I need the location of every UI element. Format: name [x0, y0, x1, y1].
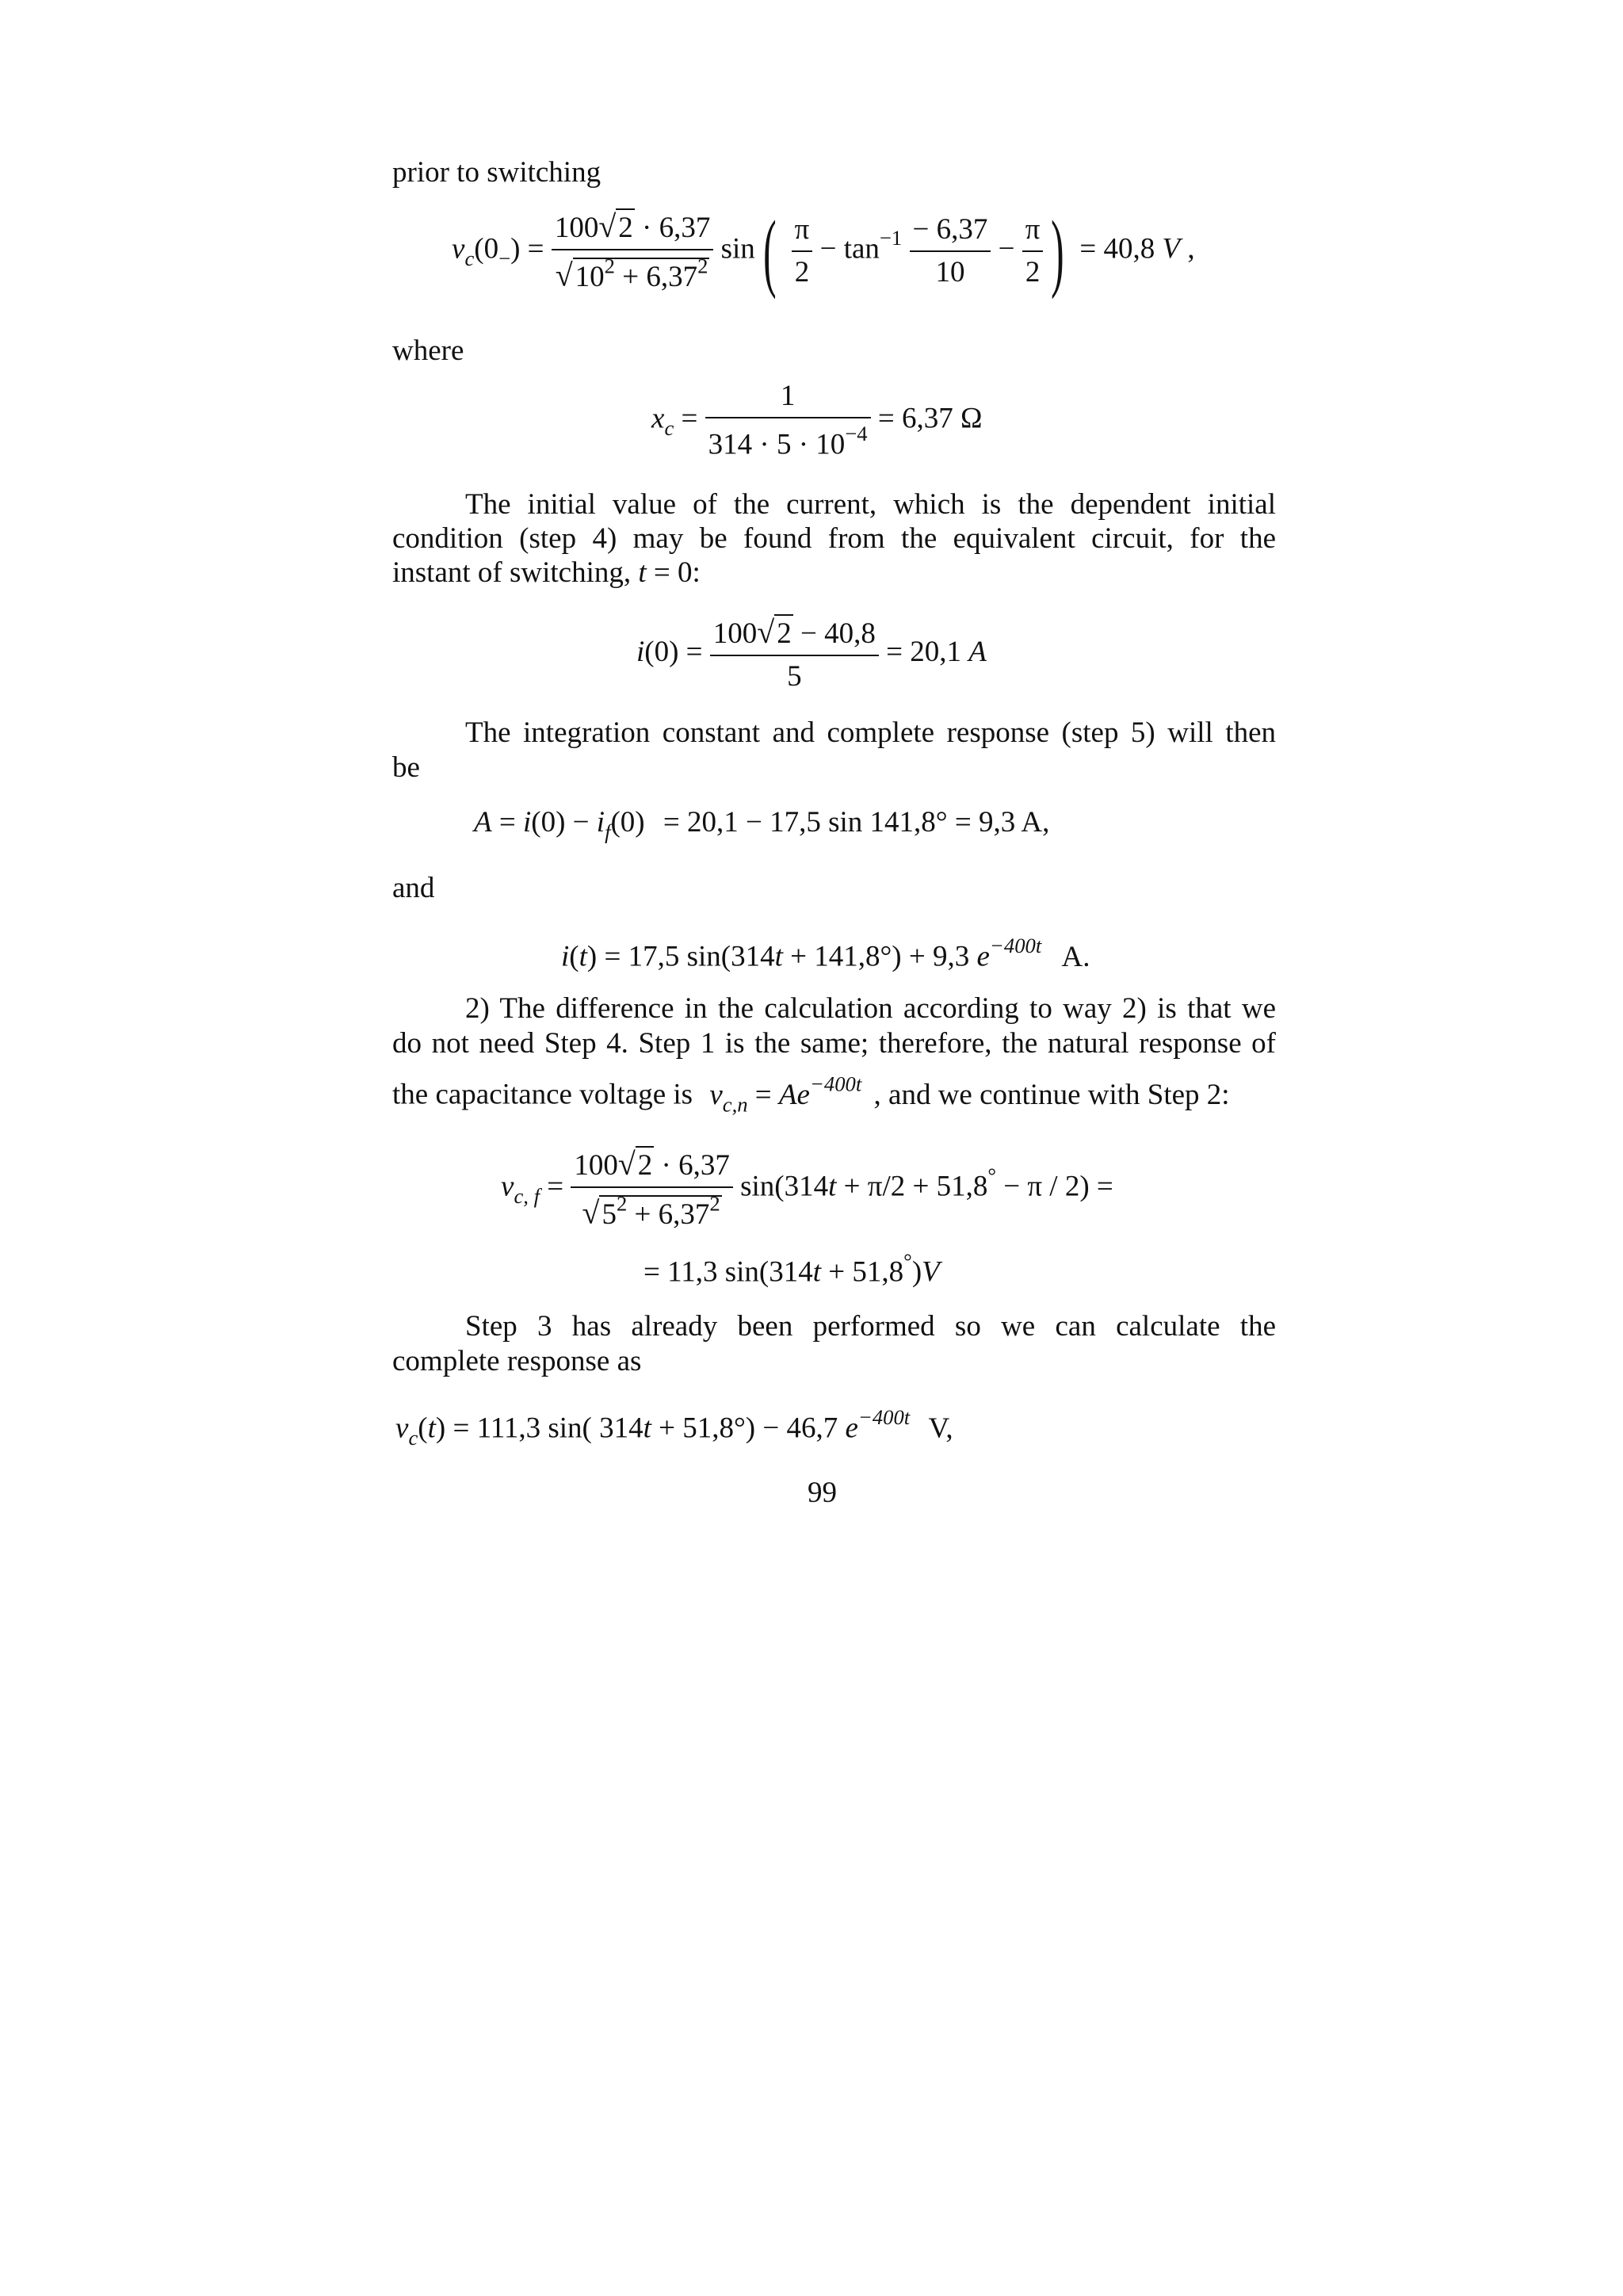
eq-denominator: 2 — [1025, 256, 1041, 289]
left-paren-icon: ( — [762, 203, 777, 300]
eq-radicand — [599, 1191, 721, 1231]
eq-text: = — [747, 1078, 779, 1111]
sqrt-icon: √ — [757, 614, 775, 650]
eq-text: + 6,37 — [614, 260, 698, 293]
equation-vcf — [501, 1145, 1113, 1232]
eq-radicand: 2 — [616, 208, 635, 244]
eq-denominator: 10 — [935, 256, 965, 289]
eq-text: + 51,8°) − 46,7 — [651, 1412, 846, 1445]
eq-subscript: c — [464, 246, 475, 270]
eq-symbol: v — [501, 1170, 514, 1203]
eq-exponent: ° — [987, 1163, 996, 1188]
eq-unit: V — [1162, 232, 1181, 266]
eq-fraction — [1022, 212, 1044, 291]
eq-fraction — [710, 613, 879, 695]
eq-text: + 51,8 — [821, 1255, 904, 1289]
eq-text: ) — [435, 1412, 446, 1445]
eq-text: = 111,3 sin( 314 — [453, 1412, 643, 1445]
eq-fraction — [792, 212, 813, 291]
paragraph-line — [392, 487, 1276, 522]
eq-text: = — [547, 1170, 564, 1203]
eq-exponent: −400t — [989, 934, 1042, 957]
eq-text: 10 — [575, 260, 605, 293]
eq-text: (0) = — [644, 635, 703, 668]
eq-symbol: Ae — [778, 1078, 810, 1111]
eq-text: (0) − — [531, 806, 597, 839]
paragraph-text: the capacitance voltage is — [392, 1078, 693, 1111]
eq-text: (0) — [610, 806, 645, 839]
eq-fraction — [910, 212, 991, 291]
eq-unit: V — [922, 1255, 940, 1289]
eq-text: 100 — [574, 1149, 618, 1182]
eq-fraction — [571, 1145, 733, 1232]
eq-symbol: t — [812, 1255, 822, 1289]
paragraph-text: The integration constant and complete response (step 5) will then — [465, 716, 1276, 749]
sqrt-icon: √ — [555, 257, 573, 293]
paragraph-line — [392, 1309, 1276, 1344]
eq-symbol: e — [845, 1412, 858, 1445]
right-paren-icon: ) — [1051, 203, 1065, 300]
eq-symbol: t — [774, 940, 783, 973]
equation-vc-t — [395, 1405, 953, 1451]
paragraph-line: do not need Step 4. Step 1 is the same; therefore, the natural response of — [392, 1027, 1276, 1060]
eq-exponent: −400t — [857, 1405, 911, 1429]
eq-radicand: 2 — [774, 614, 793, 650]
eq-text: = 11,3 sin(314 — [643, 1255, 813, 1289]
eq-text: − tan — [819, 232, 880, 266]
eq-text: = 20,1 − 17,5 sin 141,8° = 9,3 A, — [663, 806, 1050, 839]
eq-denominator: 2 — [794, 256, 810, 289]
eq-text: ( — [418, 1412, 428, 1445]
paragraph-line — [392, 1072, 1230, 1117]
eq-symbol: i — [561, 940, 570, 973]
paragraph-text: instant of switching, — [392, 556, 639, 589]
eq-symbol: t — [579, 940, 587, 973]
paragraph-text: The initial value of the current, which is the dependent initial — [465, 488, 1276, 521]
eq-numerator: 1 — [705, 379, 871, 418]
eq-text: · 6,37 — [654, 1149, 730, 1182]
eq-text: = 40,8 — [1079, 232, 1155, 266]
eq-exponent: 2 — [697, 254, 708, 278]
eq-text: 100 — [554, 212, 599, 244]
paragraph-text: , and we continue with Step 2: — [873, 1078, 1230, 1111]
eq-symbol: i — [596, 806, 605, 839]
eq-text: + 141,8°) + 9,3 — [782, 940, 977, 973]
eq-function: sin — [720, 232, 755, 266]
eq-fraction — [705, 379, 871, 463]
eq-symbol: t — [643, 1412, 651, 1445]
eq-symbol: x — [651, 402, 665, 435]
equation-xc — [651, 379, 983, 463]
eq-text: − π / 2) = — [996, 1170, 1113, 1203]
equation-i0 — [636, 613, 987, 695]
eq-text: , — [1180, 232, 1195, 266]
eq-unit: A — [968, 635, 987, 668]
eq-symbol: v — [709, 1078, 723, 1111]
eq-numerator — [571, 1145, 733, 1188]
paragraph-text: Step 3 has already been performed so we can calculate the — [465, 1310, 1276, 1343]
eq-text: ( — [569, 940, 579, 973]
eq-symbol: v — [452, 232, 465, 266]
paragraph-line — [392, 556, 701, 590]
eq-subscript: c — [408, 1425, 418, 1450]
eq-radicand — [573, 254, 710, 293]
eq-text: 5 — [601, 1198, 617, 1231]
eq-text: ) = — [510, 232, 544, 266]
paragraph-line — [392, 991, 1276, 1026]
page-number: 99 — [808, 1477, 837, 1509]
eq-text: ) = 17,5 sin(314 — [586, 940, 775, 973]
eq-numerator: − 6,37 — [910, 212, 991, 252]
equation-vcf-result — [643, 1249, 940, 1290]
eq-denominator: 5 — [787, 660, 802, 693]
eq-text: + π/2 + 51,8 — [836, 1170, 988, 1203]
eq-numerator — [710, 613, 879, 656]
eq-numerator — [552, 208, 714, 250]
sqrt-icon: √ — [598, 208, 617, 244]
eq-symbol: t — [828, 1170, 837, 1203]
eq-text: − — [998, 232, 1015, 266]
eq-denominator — [571, 1188, 733, 1232]
eq-subscript: c,n — [722, 1091, 748, 1116]
inline-equation-vcn — [700, 1072, 862, 1116]
eq-exponent: 2 — [616, 1191, 628, 1216]
eq-text: = 6,37 Ω — [877, 402, 983, 435]
eq-subscript: − — [498, 246, 511, 270]
eq-text: ) — [911, 1255, 922, 1289]
eq-text: + 6,37 — [627, 1198, 710, 1231]
eq-symbol: t — [427, 1412, 436, 1445]
sqrt-icon: √ — [617, 1146, 636, 1182]
eq-text: 100 — [712, 617, 758, 650]
paragraph-line: be — [392, 751, 420, 784]
eq-numerator: π — [792, 212, 813, 252]
eq-symbol: e — [976, 940, 990, 973]
eq-exponent: ° — [903, 1249, 912, 1273]
eq-text: = — [491, 806, 523, 839]
eq-symbol: A — [474, 806, 492, 839]
eq-exponent: −1 — [879, 226, 903, 250]
eq-denominator — [552, 250, 714, 295]
eq-exponent: −4 — [845, 422, 868, 446]
equation-integration-constant — [474, 805, 1049, 845]
paragraph-text: t — [638, 556, 647, 589]
eq-text: 314 · 5 · 10 — [708, 428, 846, 461]
text-and: and — [392, 872, 435, 904]
eq-exponent: −400t — [809, 1072, 862, 1095]
paragraph-line — [392, 716, 1276, 751]
eq-denominator — [705, 418, 871, 463]
text-prior-to-switching: prior to switching — [392, 156, 601, 189]
eq-text: (0 — [474, 232, 499, 266]
eq-text: = 20,1 — [886, 635, 961, 668]
eq-unit: V, — [928, 1412, 953, 1445]
equation-i-t — [561, 934, 1090, 975]
eq-symbol: i — [636, 635, 645, 668]
paragraph-text: = 0: — [646, 556, 701, 589]
paragraph-line: complete response as — [392, 1345, 642, 1377]
eq-fraction — [552, 208, 714, 295]
eq-numerator: π — [1022, 212, 1044, 252]
equation-vc-0-minus — [452, 203, 1195, 300]
eq-symbol: v — [395, 1412, 409, 1445]
paragraph-line: condition (step 4) may be found from the equivalent circuit, for the — [392, 522, 1276, 555]
eq-subscript: c, f — [514, 1183, 540, 1208]
eq-subscript: c — [664, 415, 674, 440]
text-where: where — [392, 334, 464, 367]
eq-exponent: 2 — [709, 1191, 720, 1216]
paragraph-text: 2) The difference in the calculation according to way 2) is that we — [465, 992, 1276, 1025]
eq-text: = — [681, 402, 698, 435]
sqrt-icon: √ — [582, 1194, 600, 1231]
eq-radicand: 2 — [636, 1146, 655, 1182]
eq-exponent: 2 — [604, 254, 615, 278]
eq-unit: A. — [1061, 940, 1090, 973]
eq-subscript: f — [605, 819, 611, 844]
eq-symbol: i — [522, 806, 532, 839]
eq-text: − 40,8 — [792, 617, 876, 650]
eq-text: · 6,37 — [634, 212, 711, 244]
eq-text: sin(314 — [740, 1170, 829, 1203]
